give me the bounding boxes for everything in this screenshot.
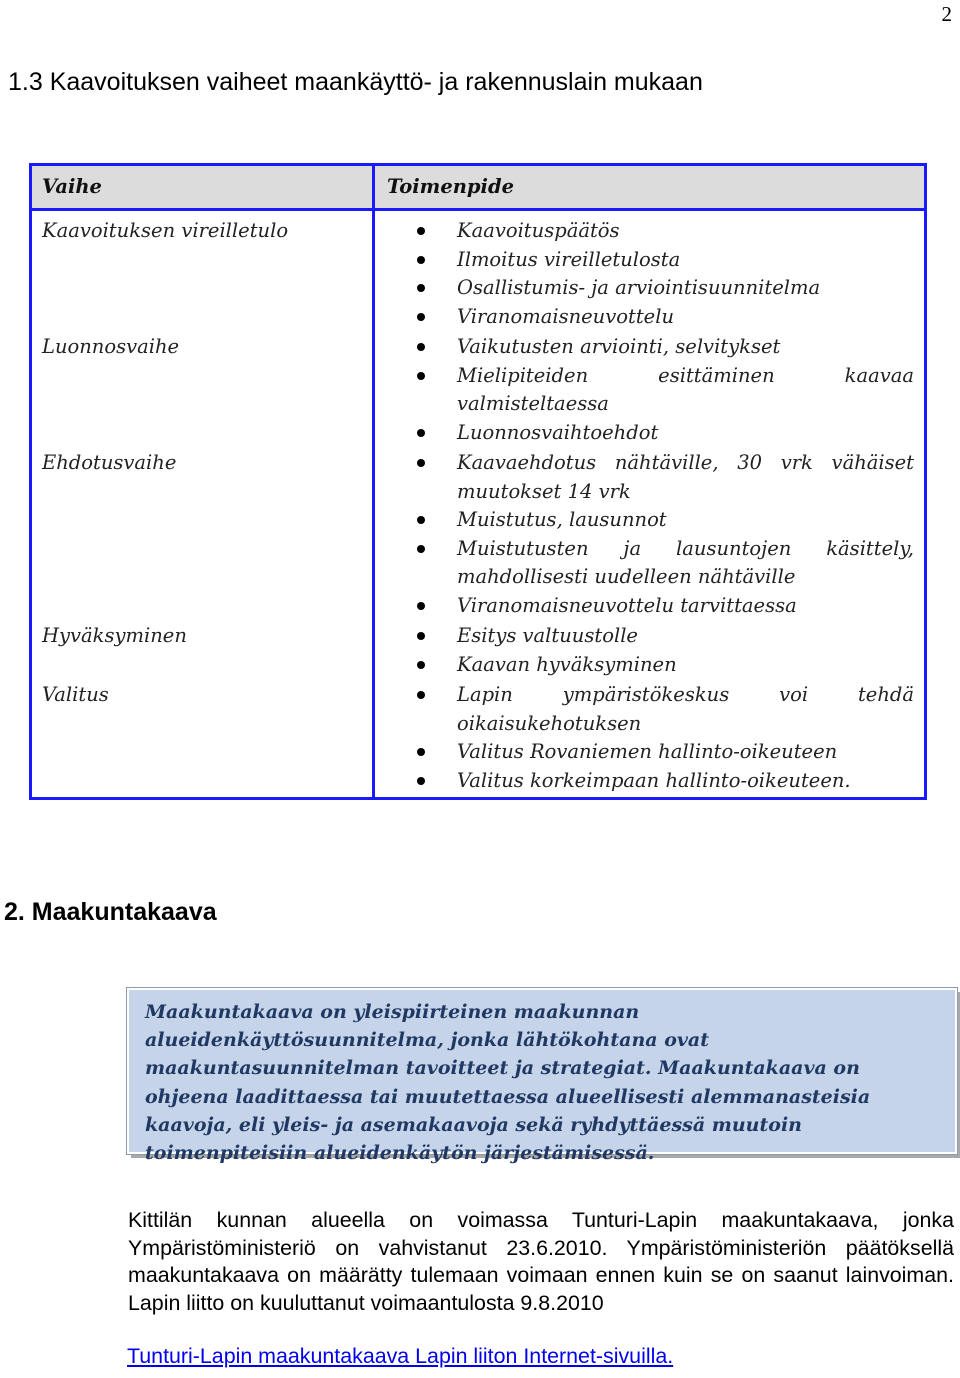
phase-cell: Ehdotusvaihe: [31, 447, 374, 620]
table-row: [31, 331, 926, 447]
action-text: Viranomaisneuvottelu: [457, 304, 675, 328]
list-item: [457, 767, 914, 796]
actions-list: [375, 333, 914, 447]
bullet-icon: [417, 256, 425, 264]
list-item: [457, 622, 914, 651]
bullet-icon: [417, 227, 425, 235]
bullet-icon: [417, 632, 425, 640]
actions-list: [375, 449, 914, 620]
body-paragraph: Kittilän kunnan alueella on voimassa Tunturi-Lapin maakuntakaava, jonka Ympäristöministeriö on vahvistanut 23.6.2010. Ympäristöministeriön päätöksellä maakuntakaava on määrätty tulemaan voimaan ennen kuin se on saanut lainvoiman. Lapin liitto on kuuluttanut voimaantulosta 9.8.2010: [128, 1208, 954, 1315]
list-item: [457, 449, 914, 506]
section-heading-1-3: 1.3 Kaavoituksen vaiheet maankäyttö- ja rakennuslain mukaan: [8, 68, 703, 96]
bullet-icon: [417, 748, 425, 756]
phase-cell: Hyväksyminen: [31, 620, 374, 679]
action-text: Muistutusten ja lausuntojen käsittely, mahdollisesti uudelleen nähtäville: [457, 536, 914, 588]
actions-cell: [374, 620, 926, 679]
list-item: [457, 362, 914, 419]
section-heading-2: 2. Maakuntakaava: [4, 898, 217, 926]
list-item: [457, 333, 914, 362]
bullet-icon: [417, 545, 425, 553]
actions-cell: [374, 679, 926, 799]
list-item: [457, 738, 914, 767]
table-row: [31, 447, 926, 620]
table-row: [31, 210, 926, 332]
list-item: [457, 592, 914, 621]
list-item: [457, 535, 914, 592]
action-text: Mielipiteiden esittäminen kaavaa valmisteltaessa: [457, 363, 914, 415]
actions-cell: [374, 210, 926, 332]
page-number: 2: [941, 2, 952, 26]
maakuntakaava-link[interactable]: Tunturi-Lapin maakuntakaava Lapin liiton Internet-sivuilla.: [127, 1344, 674, 1368]
actions-list: [375, 622, 914, 679]
list-item: [457, 419, 914, 448]
actions-list: [375, 681, 914, 795]
bullet-icon: [417, 372, 425, 380]
action-text: Osallistumis- ja arviointisuunnitelma: [457, 276, 821, 299]
table-header-row: [31, 165, 926, 210]
action-text: Muistutus, lausunnot: [457, 508, 667, 531]
action-text: Valitus Rovaniemen hallinto-oikeuteen: [457, 740, 838, 763]
action-text: Viranomaisneuvottelu tarvittaessa: [457, 593, 797, 617]
list-item: [457, 303, 914, 332]
list-item: [457, 246, 914, 275]
action-text: Ilmoitus vireilletulosta: [457, 247, 681, 271]
bullet-icon: [417, 661, 425, 669]
phase-cell: Valitus: [31, 679, 374, 799]
phase-cell: Kaavoituksen vireilletulo: [31, 210, 374, 332]
action-text: Vaikutusten arviointi, selvitykset: [457, 335, 781, 358]
action-text: Lapin ympäristökeskus voi tehdä oikaisukehotuksen: [457, 683, 914, 735]
bullet-icon: [417, 602, 425, 610]
bullet-icon: [417, 777, 425, 785]
table-row: [31, 620, 926, 679]
list-item: [457, 274, 914, 303]
actions-list: [375, 217, 914, 331]
bullet-icon: [417, 691, 425, 699]
header-action: Toimenpide: [374, 165, 926, 210]
planning-phases-table: [29, 163, 927, 800]
list-item: [457, 651, 914, 680]
action-text: Kaavan hyväksyminen: [457, 652, 677, 676]
bullet-icon: [417, 459, 425, 467]
bullet-icon: [417, 343, 425, 351]
actions-cell: [374, 331, 926, 447]
actions-cell: [374, 447, 926, 620]
action-text: Kaavoituspäätös: [457, 219, 620, 242]
list-item: [457, 681, 914, 738]
bullet-icon: [417, 429, 425, 437]
phase-cell: Luonnosvaihe: [31, 331, 374, 447]
list-item: [457, 506, 914, 535]
definition-box: Maakuntakaava on yleispiirteinen maakunnan alueidenkäyttösuunnitelma, jonka lähtökohtana ovat maakuntasuunnitelman tavoitteet ja strategiat. Maakuntakaava on ohjeena laadittaessa tai muutettaessa alueellisesti alemmanasteisia kaavoja, eli yleis- ja asemakaavoja sekä ryhdyttäessä muutoin toimenpiteisiin alueidenkäytön järjestämisessä.: [127, 988, 957, 1154]
header-phase: Vaihe: [31, 165, 374, 210]
bullet-icon: [417, 313, 425, 321]
action-text: Esitys valtuustolle: [457, 624, 638, 647]
bullet-icon: [417, 516, 425, 524]
action-text: Valitus korkeimpaan hallinto-oikeuteen.: [457, 768, 851, 792]
table-row: [31, 679, 926, 799]
action-text: Luonnosvaihtoehdot: [457, 420, 659, 444]
action-text: Kaavaehdotus nähtäville, 30 vrk vähäiset muutokset 14 vrk: [457, 451, 914, 503]
list-item: [457, 217, 914, 246]
bullet-icon: [417, 284, 425, 292]
